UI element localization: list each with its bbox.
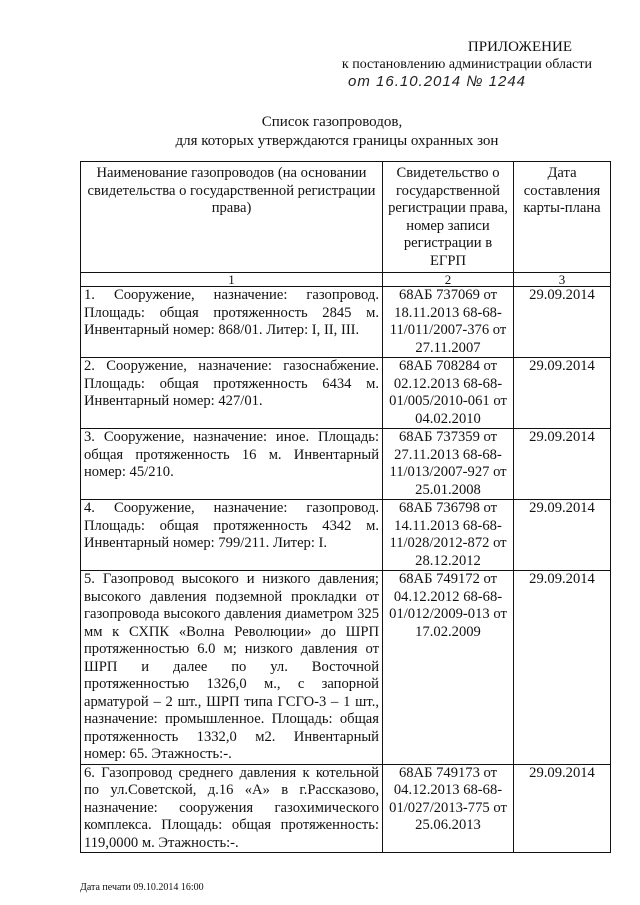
pipeline-description: 3. Сооружение, назначение: иное. Площадь: общая протяженность 16 м. Инвентарный номер: 45/210. bbox=[81, 429, 383, 500]
map-plan-date: 29.09.2014 bbox=[514, 500, 611, 571]
table-row bbox=[81, 429, 611, 500]
registration-certificate: 68АБ 736798 от 14.11.2013 68-68-11/028/2012-872 от 28.12.2012 bbox=[383, 500, 514, 571]
document-title-line-2: для которых утверждаются границы охранных зон bbox=[175, 133, 499, 149]
map-plan-date: 29.09.2014 bbox=[514, 358, 611, 429]
table-row bbox=[81, 571, 611, 765]
map-plan-date: 29.09.2014 bbox=[514, 287, 611, 358]
table-row bbox=[81, 358, 611, 429]
map-plan-date: 29.09.2014 bbox=[514, 429, 611, 500]
registration-certificate: 68АБ 737359 от 27.11.2013 68-68-11/013/2007-927 от 25.01.2008 bbox=[383, 429, 514, 500]
table-row bbox=[81, 287, 611, 358]
pipeline-description: 6. Газопровод среднего давления к котельной по ул.Советской, д.16 «А» в г.Рассказово, назначение: сооружения газохимического комплекса. Площадь: общая протяженность: 119,0000 м. Этажность:-. bbox=[81, 764, 383, 853]
column-number: 3 bbox=[514, 273, 611, 287]
pipeline-description: 2. Сооружение, назначение: газоснабжение. Площадь: общая протяженность 6434 м. Инвентарный номер: 427/01. bbox=[81, 358, 383, 429]
registration-certificate: 68АБ 749172 от 04.12.2012 68-68-01/012/2009-013 от 17.02.2009 bbox=[383, 571, 514, 765]
print-date: Дата печати 09.10.2014 16:00 bbox=[80, 882, 204, 893]
column-number-row bbox=[81, 273, 611, 287]
pipeline-description: 4. Сооружение, назначение: газопровод. Площадь: общая протяженность 4342 м. Инвентарный номер: 799/211. Литер: I. bbox=[81, 500, 383, 571]
map-plan-date: 29.09.2014 bbox=[514, 764, 611, 853]
appendix-title: ПРИЛОЖЕНИЕ bbox=[467, 39, 572, 55]
header-name: Наименование газопроводов (на основании свидетельства о государственной регистрации права) bbox=[81, 162, 383, 273]
pipeline-description: 5. Газопровод высокого и низкого давления; высокого давления подземной прокладки от газопровода высокого давления диаметром 325 мм к СХПК «Волна Революции» до ШРП протяженностью 6.0 м; низкого давления от ШРП и далее по ул. Восточной протяженностью 1326,0 м., с запорной арматурой – 2 шт., ШРП типа ГСГО-3 – 1 шт., назначение: промышленное. Площадь: общая протяженность 1332,0 м2. Инвентарный номер: 65. Этажность:-. bbox=[81, 571, 383, 765]
document-title bbox=[0, 113, 640, 151]
pipelines-table bbox=[80, 161, 611, 853]
column-number: 2 bbox=[383, 273, 514, 287]
registration-certificate: 68АБ 708284 от 02.12.2013 68-68-01/005/2010-061 от 04.02.2010 bbox=[383, 358, 514, 429]
table-row bbox=[81, 764, 611, 853]
header-date: Дата составления карты-плана bbox=[514, 162, 611, 273]
table-row bbox=[81, 500, 611, 571]
pipeline-description: 1. Сооружение, назначение: газопровод. Площадь: общая протяженность 2845 м. Инвентарный номер: 868/01. Литер: I, II, III. bbox=[81, 287, 383, 358]
map-plan-date: 29.09.2014 bbox=[514, 571, 611, 765]
appendix-subtitle: к постановлению администрации области bbox=[341, 57, 592, 72]
appendix-block bbox=[300, 38, 600, 90]
document-title-line-1: Список газопроводов, bbox=[261, 114, 403, 130]
registration-certificate: 68АБ 737069 от 18.11.2013 68-68-11/011/2007-376 от 27.11.2007 bbox=[383, 287, 514, 358]
handwritten-decree-number: от 16.10.2014 № 1244 bbox=[348, 73, 527, 90]
column-number: 1 bbox=[81, 273, 383, 287]
table-header-row bbox=[81, 162, 611, 273]
header-certificate: Свидетельство о государственной регистрации права, номер записи регистрации в ЕГРП bbox=[383, 162, 514, 273]
registration-certificate: 68АБ 749173 от 04.12.2013 68-68-01/027/2013-775 от 25.06.2013 bbox=[383, 764, 514, 853]
